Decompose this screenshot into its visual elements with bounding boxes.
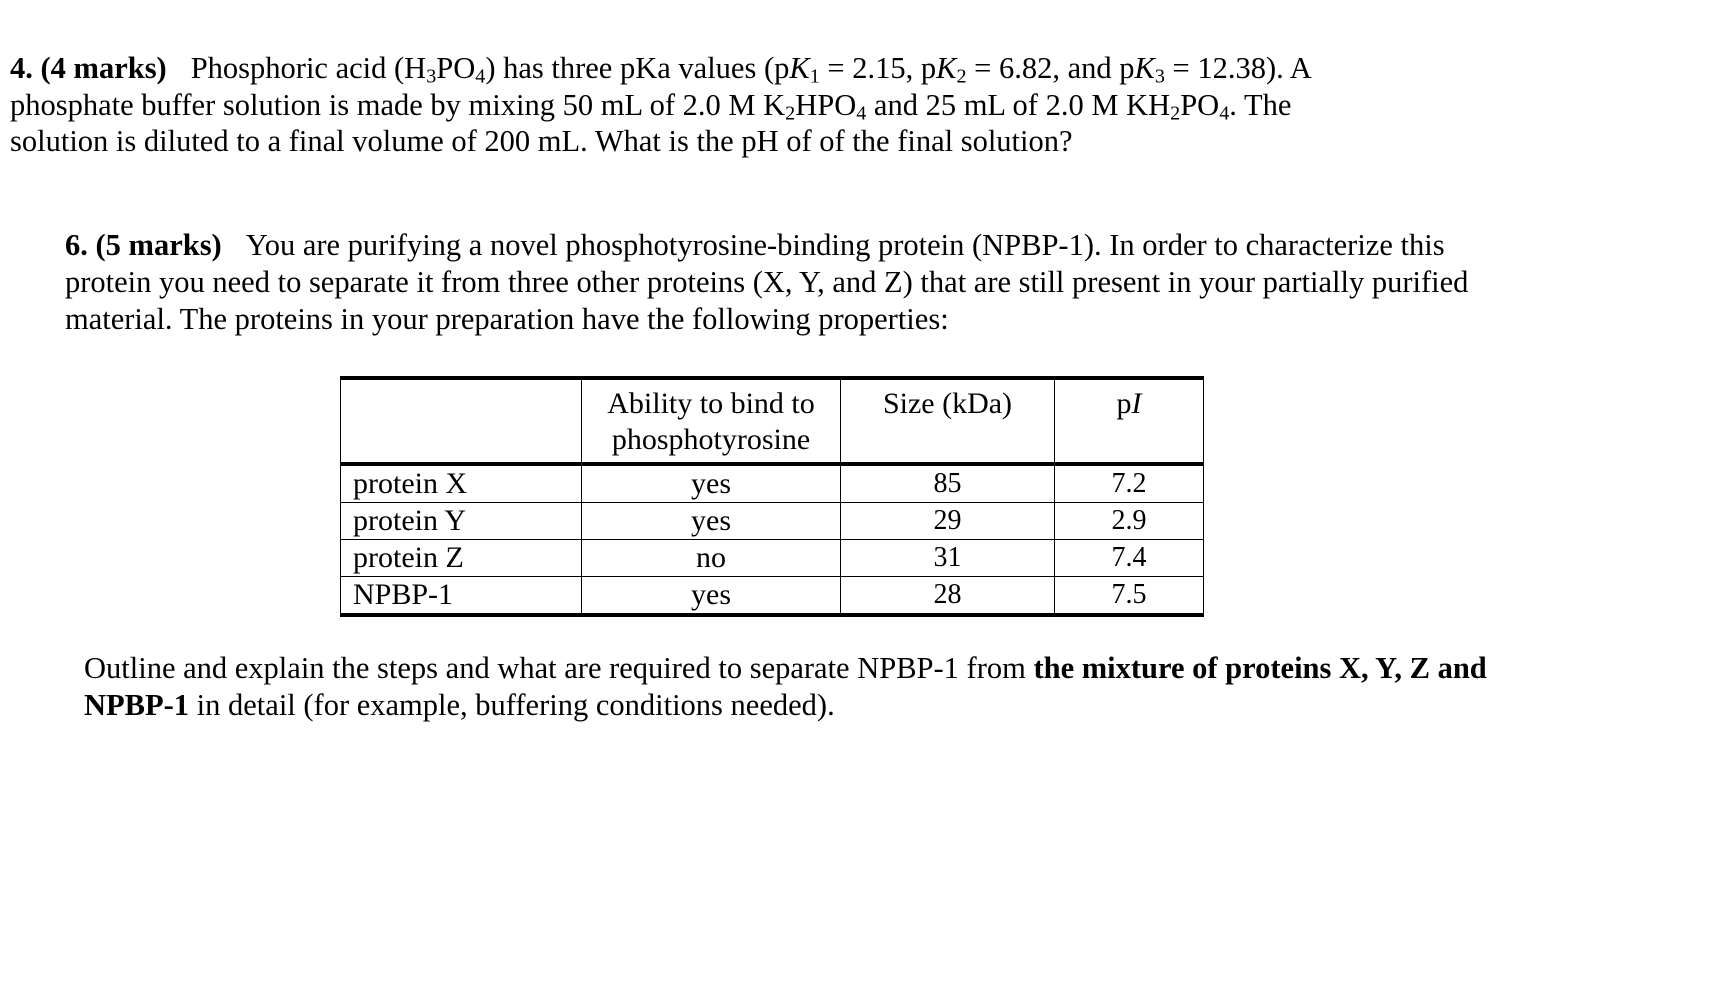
bind-value: no <box>582 540 841 577</box>
pi-value: 7.2 <box>1055 464 1204 503</box>
bind-value: yes <box>582 577 841 616</box>
q6-number: 6. <box>65 228 88 262</box>
q4-text-2a: phosphate buffer solution is made by mixing 50 mL of 2.0 M K <box>10 87 786 122</box>
q4-text-3: solution is diluted to a final volume of 200 mL. What is the pH of of the final solution? <box>10 124 1073 158</box>
size-value: 29 <box>841 503 1055 540</box>
header-size: Size (kDa) <box>841 378 1055 464</box>
protein-name: protein Y <box>341 503 582 540</box>
pi-value: 7.5 <box>1055 577 1204 616</box>
question-4: 4. (4 marks) Phosphoric acid $(H_3PO_4)$ has three pKa values ($pK_1 = 2.15$, $pK_2 = 6.82$, and $pK_3 = 12.38$). A phosphate buffer solution is made by mixing 50 mL of 2.0 M $K_2HPO_4$ and 25 mL of 2.0 M $KH_2PO_4$. The solution is diluted to a final volume of 200 mL. What is the pH of of the final solution? <box>10 51 1312 158</box>
outline-instruction <box>84 650 1504 724</box>
table-row <box>341 503 1204 540</box>
size-value: 85 <box>841 464 1055 503</box>
q4-number: 4. <box>10 51 33 85</box>
bind-value: yes <box>582 503 841 540</box>
table-row <box>341 540 1204 577</box>
pi-value: 7.4 <box>1055 540 1204 577</box>
outline-bold: the mixture of proteins X, Y, Z and NPBP-1 <box>84 651 1487 722</box>
header-pi: pI <box>1055 378 1204 464</box>
size-value: 31 <box>841 540 1055 577</box>
outline-text-2: in detail (for example, buffering conditions needed). <box>189 688 835 722</box>
protein-name: NPBP-1 <box>341 577 582 616</box>
outline-text-1: Outline and explain the steps and what are required to separate NPBP-1 from <box>84 651 1034 685</box>
pi-value: 2.9 <box>1055 503 1204 540</box>
table-row <box>341 464 1204 503</box>
q4-text-1a: Phosphoric acid (H <box>190 51 427 85</box>
bind-value: yes <box>582 464 841 503</box>
size-value: 28 <box>841 577 1055 616</box>
q4-marks: (4 marks) <box>40 51 167 85</box>
table-row <box>341 577 1204 616</box>
protein-properties-table <box>340 376 1204 617</box>
table-header-row <box>341 378 1204 464</box>
protein-name: protein X <box>341 464 582 503</box>
q6-marks: (5 marks) <box>95 228 222 262</box>
q6-intro: You are purifying a novel phosphotyrosine-binding protein (NPBP-1). In order to characterize this protein you need to separate it from three other proteins (X, Y, and Z) that are still present in your partially purified material. The proteins in your preparation have the following properties: <box>65 228 1469 336</box>
protein-name: protein Z <box>341 540 582 577</box>
header-empty <box>341 378 582 464</box>
question-6 <box>65 227 1485 338</box>
header-bind: Ability to bind to phosphotyrosine <box>582 378 841 464</box>
